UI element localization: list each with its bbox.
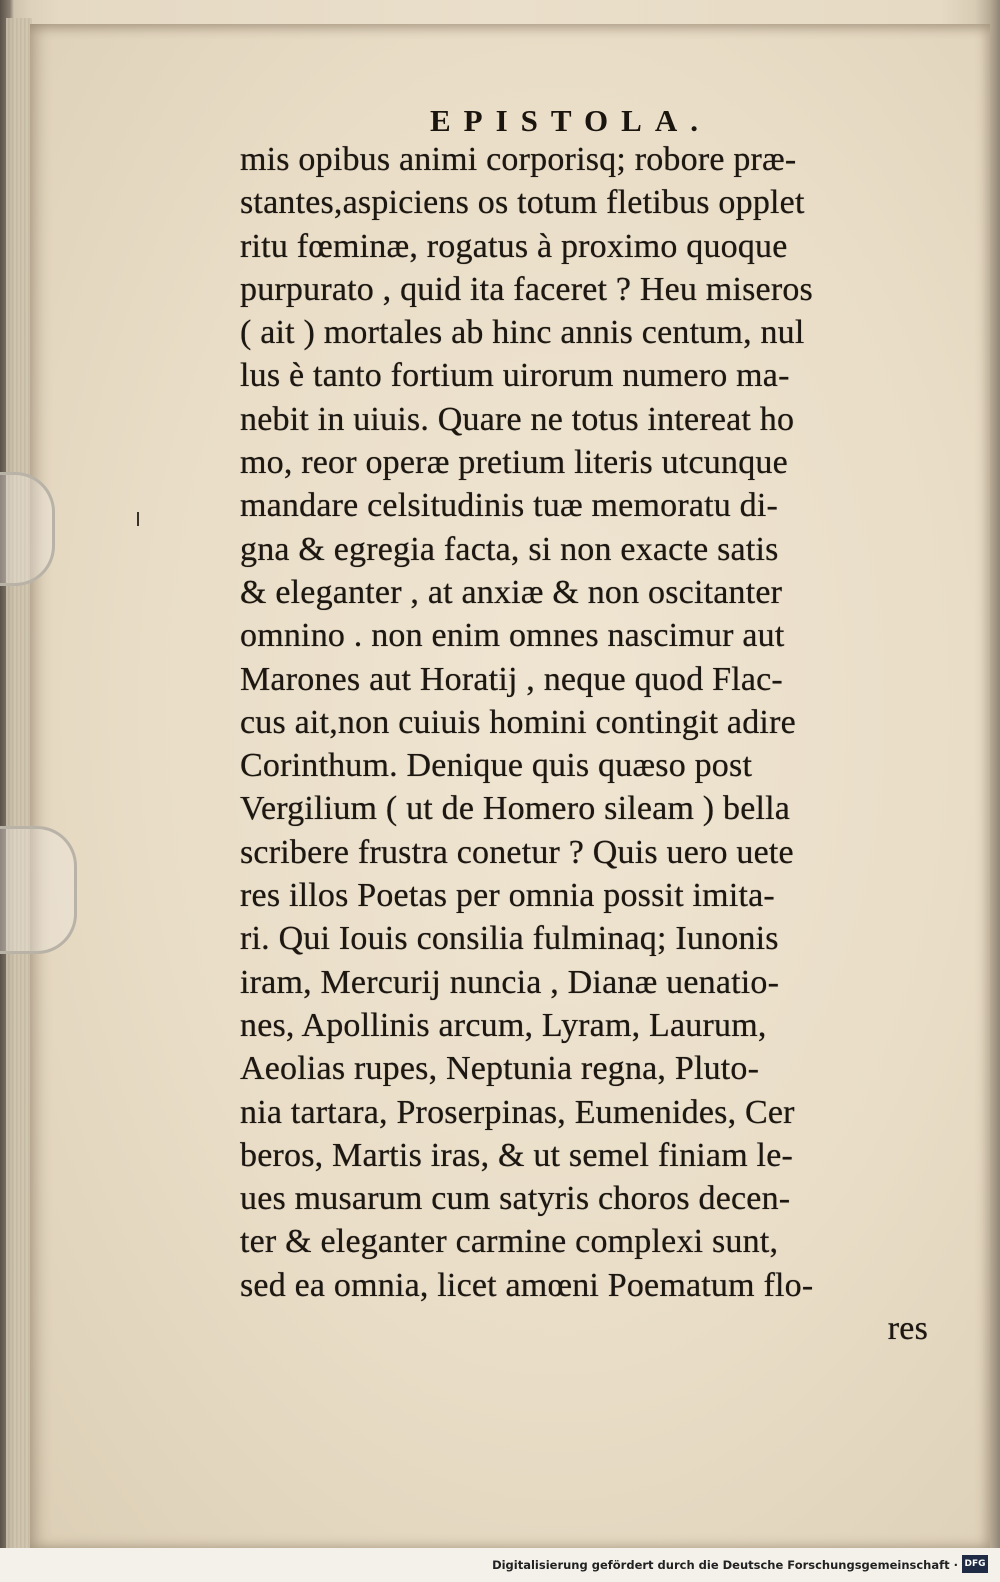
page-clip-bottom: [0, 826, 77, 954]
text-line: ritu fœminæ, rogatus à proximo quoque: [240, 227, 788, 265]
text-line: stantes,aspiciens os totum fletibus opplet: [240, 184, 805, 222]
text-line: Marones aut Horatij , neque quod Flac-: [240, 660, 783, 698]
page-clip-top: [0, 472, 55, 586]
text-line: sed ea omnia, licet amœni Poematum flo-: [240, 1266, 814, 1304]
text-line: mis opibus animi corporisq; robore præ-: [240, 141, 797, 178]
text-block: [240, 138, 940, 1350]
text-line: beros, Martis iras, & ut semel finiam le-: [240, 1136, 794, 1174]
text-line: cus ait,non cuiuis homini contingit adire: [240, 703, 796, 741]
text-line: & eleganter , at anxiæ & non oscitanter: [240, 573, 783, 611]
text-line: nia tartara, Proserpinas, Eumenides, Cer: [240, 1093, 795, 1131]
catchword: res: [887, 1310, 928, 1348]
text-line: gna & egregia facta, si non exacte satis: [240, 530, 779, 568]
text-line: nebit in uiuis. Quare ne totus intereat ho: [240, 400, 795, 438]
text-line: mandare celsitudinis tuæ memoratu di-: [240, 487, 779, 525]
page-edges: [6, 18, 32, 1548]
text-line: res illos Poetas per omnia possit imita-: [240, 877, 775, 915]
text-line: nes, Apollinis arcum, Lyram, Laurum,: [240, 1006, 767, 1044]
text-line: mo, reor operæ pretium literis utcunque: [240, 444, 788, 482]
text-line: ues musarum cum satyris choros decen-: [240, 1180, 791, 1218]
text-line: scribere frustra conetur ? Quis uero uete: [240, 833, 794, 871]
text-line: ri. Qui Iouis consilia fulminaq; Iunonis: [240, 920, 779, 958]
text-line: Corinthum. Denique quis quæso post: [240, 747, 753, 785]
running-head: EPISTOLA.: [430, 103, 711, 138]
text-line: lus è tanto fortium uirorum numero ma-: [240, 357, 790, 395]
text-line: Aeolias rupes, Neptunia regna, Pluto-: [240, 1050, 760, 1088]
text-line: iram, Mercurij nuncia , Dianæ uenatio-: [240, 963, 780, 1001]
text-line: ter & eleganter carmine complexi sunt,: [240, 1223, 779, 1261]
dfg-logo: DFG: [962, 1555, 988, 1573]
funding-credit: Digitalisierung gefördert durch die Deutsche Forschungsgemeinschaft ·: [492, 1558, 958, 1572]
text-line: Vergilium ( ut de Homero sileam ) bella: [240, 790, 791, 828]
text-line: purpurato , quid ita faceret ? Heu miseros: [240, 270, 813, 308]
text-line: omnino . non enim omnes nascimur aut: [240, 617, 785, 655]
ink-mark: [137, 512, 139, 526]
text-line: ( ait ) mortales ab hinc annis centum, nul: [240, 314, 805, 352]
